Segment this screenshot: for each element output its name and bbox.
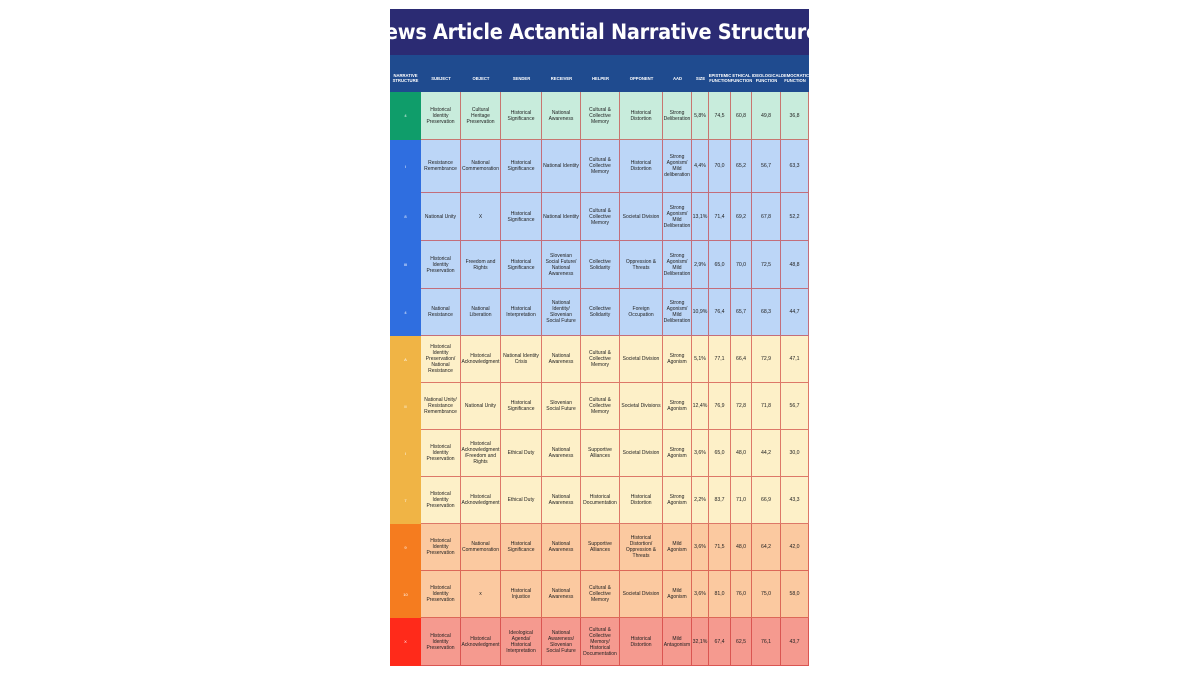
table-cell: National Commemoration bbox=[461, 524, 501, 571]
column-header: HELPER bbox=[592, 75, 609, 81]
table-cell: Historical Injustice bbox=[501, 571, 542, 618]
table-cell: Mild Agonism bbox=[663, 524, 692, 571]
narrative-structure-id: 7 bbox=[390, 477, 421, 524]
table-cell: 5,1% bbox=[692, 336, 709, 383]
table-cell: 58,0 bbox=[781, 571, 809, 618]
chart-title: News Article Actantial Narrative Structures bbox=[369, 20, 831, 44]
table-cell: 43,7 bbox=[781, 618, 809, 666]
table-cell: National Unity bbox=[461, 383, 501, 430]
table-cell: 76,0 bbox=[731, 571, 752, 618]
table-cell: Strong Agonism bbox=[663, 383, 692, 430]
table-cell: Historical Interpretation bbox=[501, 289, 542, 336]
column-header: DEMOCRATIC FUNCTION bbox=[780, 73, 810, 83]
table-cell: Cultural & Collective Memory bbox=[581, 571, 620, 618]
table-cell: Societal Division bbox=[620, 336, 663, 383]
table-cell: Cultural & Collective Memory bbox=[581, 140, 620, 193]
table-cell: Historical Documentation bbox=[581, 477, 620, 524]
table-cell: Collective Solidarity bbox=[581, 241, 620, 289]
table-row bbox=[390, 336, 809, 383]
table-cell: Oppression & Threats bbox=[620, 241, 663, 289]
table-cell: Historical Identity Preservation bbox=[421, 241, 461, 289]
column-header: NARRATIVE STRUCTURE bbox=[392, 73, 419, 83]
table-cell: Historical Acknowledgment /Freedom and Rights bbox=[461, 430, 501, 477]
table-cell: 48,0 bbox=[731, 524, 752, 571]
table-cell: National Awareness/ Slovenian Social Future bbox=[542, 618, 581, 666]
table-cell: 65,0 bbox=[709, 430, 731, 477]
table-cell: 67,8 bbox=[752, 193, 781, 241]
narrative-structure-id: 9 bbox=[390, 524, 421, 571]
table-cell: Freedom and Rights bbox=[461, 241, 501, 289]
column-header: SIZE bbox=[695, 75, 706, 81]
column-header: EPISTEMIC FUNCTION bbox=[708, 73, 732, 83]
table-cell: Ideological Agenda/ Historical Interpretation bbox=[501, 618, 542, 666]
table-cell: 48,0 bbox=[731, 430, 752, 477]
table-cell: 77,1 bbox=[709, 336, 731, 383]
table-cell: 44,7 bbox=[781, 289, 809, 336]
table-cell: Historical Identity Preservation/ National Resistance bbox=[421, 336, 461, 383]
table-cell: 65,0 bbox=[709, 241, 731, 289]
table-cell: Collective Solidarity bbox=[581, 289, 620, 336]
table-cell: 32,1% bbox=[692, 618, 709, 666]
table-cell: 42,0 bbox=[781, 524, 809, 571]
table-cell: 56,7 bbox=[781, 383, 809, 430]
table-cell: 71,5 bbox=[709, 524, 731, 571]
table-cell: Historical Significance bbox=[501, 140, 542, 193]
table-cell: 3,6% bbox=[692, 430, 709, 477]
narrative-structure-id: 8 bbox=[390, 193, 421, 241]
table-cell: 49,8 bbox=[752, 92, 781, 140]
table-cell: 43,3 bbox=[781, 477, 809, 524]
table-cell: Societal Divisions bbox=[620, 383, 663, 430]
column-header: ETHICAL FUNCTION bbox=[730, 73, 753, 83]
table-row bbox=[390, 571, 809, 618]
table-cell: 71,0 bbox=[731, 477, 752, 524]
table-figure bbox=[369, 9, 831, 666]
table-cell: 2,2% bbox=[692, 477, 709, 524]
table-cell: 68,3 bbox=[752, 289, 781, 336]
table-cell: 62,5 bbox=[731, 618, 752, 666]
table-cell: Cultural & Collective Memory/ Historical Documentation bbox=[581, 618, 620, 666]
narrative-structure-id: 4 bbox=[390, 92, 421, 140]
table-cell: National Awareness bbox=[542, 571, 581, 618]
narrative-structure-id: I bbox=[390, 430, 421, 477]
table-cell: National Identity/ Slovenian Social Future bbox=[542, 289, 581, 336]
table-row bbox=[390, 241, 809, 289]
table-cell: 2,9% bbox=[692, 241, 709, 289]
table-row bbox=[390, 618, 809, 666]
table-row bbox=[390, 524, 809, 571]
table-cell: National Awareness bbox=[542, 430, 581, 477]
table-cell: Slovenian Social Future/ National Awareness bbox=[542, 241, 581, 289]
table-row bbox=[390, 92, 809, 140]
table-cell: 3,6% bbox=[692, 571, 709, 618]
table-cell: 75,0 bbox=[752, 571, 781, 618]
table-cell: Cultural & Collective Memory bbox=[581, 92, 620, 140]
table-cell: 66,4 bbox=[731, 336, 752, 383]
table-row bbox=[390, 430, 809, 477]
table-cell: Historical Acknowledgment bbox=[461, 477, 501, 524]
table-cell: Historical Acknowledgment bbox=[461, 336, 501, 383]
table-cell: Strong Agonism/ Mild Deliberation bbox=[663, 193, 692, 241]
table-cell: Cultural & Collective Memory bbox=[581, 193, 620, 241]
table-cell: Historical Distortion bbox=[620, 477, 663, 524]
table-cell: Historical Significance bbox=[501, 241, 542, 289]
table-cell: 83,7 bbox=[709, 477, 731, 524]
table-cell: Ethical Duty bbox=[501, 430, 542, 477]
table-cell: National Awareness bbox=[542, 92, 581, 140]
table-cell: 72,9 bbox=[752, 336, 781, 383]
table-cell: 66,9 bbox=[752, 477, 781, 524]
table-row bbox=[390, 140, 809, 193]
table-cell: 72,5 bbox=[752, 241, 781, 289]
table-cell: Resistance Remembrance bbox=[421, 140, 461, 193]
table-cell: 4,4% bbox=[692, 140, 709, 193]
narrative-structure-id: 10 bbox=[390, 571, 421, 618]
table-cell: National Awareness bbox=[542, 336, 581, 383]
narrative-structure-id: 4 bbox=[390, 289, 421, 336]
column-header: OBJECT bbox=[472, 75, 490, 81]
table-cell: National Awareness bbox=[542, 477, 581, 524]
table-cell: National Unity bbox=[421, 193, 461, 241]
table-cell: 65,2 bbox=[731, 140, 752, 193]
table-cell: Strong Deliberation bbox=[663, 92, 692, 140]
table-cell: Strong Agonism bbox=[663, 477, 692, 524]
table-cell: Strong Agonism/ Mild deliberation bbox=[663, 140, 692, 193]
table-cell: 56,7 bbox=[752, 140, 781, 193]
table-cell: Mild Antagonism bbox=[663, 618, 692, 666]
table-cell: 67,4 bbox=[709, 618, 731, 666]
table-cell: National Liberation bbox=[461, 289, 501, 336]
table-cell: Strong Agonism bbox=[663, 336, 692, 383]
table-cell: 63,3 bbox=[781, 140, 809, 193]
table-row bbox=[390, 289, 809, 336]
narrative-structure-id: II bbox=[390, 383, 421, 430]
table-cell: 48,8 bbox=[781, 241, 809, 289]
title-bar bbox=[369, 9, 831, 55]
table-cell: 3,6% bbox=[692, 524, 709, 571]
table-cell: Slovenian Social Future bbox=[542, 383, 581, 430]
table-cell: Historical Significance bbox=[501, 524, 542, 571]
table-cell: National Resistance bbox=[421, 289, 461, 336]
table-cell: 69,2 bbox=[731, 193, 752, 241]
table-cell: 10,9% bbox=[692, 289, 709, 336]
table-cell: 65,7 bbox=[731, 289, 752, 336]
table-cell: Historical Distortion bbox=[620, 92, 663, 140]
table-cell: Historical Significance bbox=[501, 383, 542, 430]
table-cell: 44,2 bbox=[752, 430, 781, 477]
column-header: RECEIVER bbox=[550, 75, 573, 81]
table-row bbox=[390, 477, 809, 524]
table-cell: Societal Division bbox=[620, 430, 663, 477]
column-header: SUBJECT bbox=[431, 75, 451, 81]
table-cell: Historical Distortion bbox=[620, 618, 663, 666]
table-cell: National Unity/ Resistance Remembrance bbox=[421, 383, 461, 430]
table-cell: 74,5 bbox=[709, 92, 731, 140]
table-cell: National Identity bbox=[542, 140, 581, 193]
table-cell: Societal Division bbox=[620, 571, 663, 618]
table-cell: National Awareness bbox=[542, 524, 581, 571]
table-cell: Cultural Heritage Preservation bbox=[461, 92, 501, 140]
table-cell: Historical Identity Preservation bbox=[421, 524, 461, 571]
column-header: AAD bbox=[672, 75, 683, 81]
table-cell: 13,1% bbox=[692, 193, 709, 241]
table-cell: 36,8 bbox=[781, 92, 809, 140]
column-header: OPPONENT bbox=[629, 75, 654, 81]
table-cell: 81,0 bbox=[709, 571, 731, 618]
table-cell: Historical Distortion bbox=[620, 140, 663, 193]
table-cell: 71,8 bbox=[752, 383, 781, 430]
table-cell: 64,2 bbox=[752, 524, 781, 571]
column-header: SENDER bbox=[512, 75, 531, 81]
table-cell: 30,0 bbox=[781, 430, 809, 477]
table-cell: Historical Identity Preservation bbox=[421, 92, 461, 140]
table-cell: Cultural & Collective Memory bbox=[581, 383, 620, 430]
table-cell: x bbox=[461, 571, 501, 618]
table-cell: Historical Significance bbox=[501, 92, 542, 140]
column-header: IDEOLOGICAL FUNCTION bbox=[752, 73, 782, 83]
table-cell: Historical Identity Preservation bbox=[421, 618, 461, 666]
table-row bbox=[390, 193, 809, 241]
table-cell: 76,1 bbox=[752, 618, 781, 666]
table-cell: Supportive Alliances bbox=[581, 524, 620, 571]
table-cell: Historical Identity Preservation bbox=[421, 430, 461, 477]
table-cell: Historical Identity Preservation bbox=[421, 477, 461, 524]
table-cell: 12,4% bbox=[692, 383, 709, 430]
table-cell: 52,2 bbox=[781, 193, 809, 241]
table-cell: 76,9 bbox=[709, 383, 731, 430]
table-cell: Societal Division bbox=[620, 193, 663, 241]
table-cell: Supportive Alliances bbox=[581, 430, 620, 477]
table-cell: 5,8% bbox=[692, 92, 709, 140]
table-cell: Mild Agonism bbox=[663, 571, 692, 618]
table-cell: National Identity bbox=[542, 193, 581, 241]
table-cell: 70,0 bbox=[731, 241, 752, 289]
table-cell: Historical Significance bbox=[501, 193, 542, 241]
narrative-structure-id: X bbox=[390, 618, 421, 666]
table-cell: Strong Agonism/ Mild Deliberation bbox=[663, 241, 692, 289]
table-row bbox=[390, 383, 809, 430]
table-cell: 71,4 bbox=[709, 193, 731, 241]
table-cell: Historical Identity Preservation bbox=[421, 571, 461, 618]
narrative-structure-id: III bbox=[390, 241, 421, 289]
table-cell: 76,4 bbox=[709, 289, 731, 336]
table-cell: 72,8 bbox=[731, 383, 752, 430]
table-cell: Historical Distortion/ Oppression & Threats bbox=[620, 524, 663, 571]
table-cell: Strong Agonism bbox=[663, 430, 692, 477]
table-cell: Ethical Duty bbox=[501, 477, 542, 524]
table-cell: National Identity Crisis bbox=[501, 336, 542, 383]
table-cell: 47,1 bbox=[781, 336, 809, 383]
narrative-structure-id: I bbox=[390, 140, 421, 193]
table-cell: Strong Agonism/ Mild Deliberation bbox=[663, 289, 692, 336]
table-cell: 60,8 bbox=[731, 92, 752, 140]
table-cell: Historical Acknowledgment bbox=[461, 618, 501, 666]
table-cell: Cultural & Collective Memory bbox=[581, 336, 620, 383]
narrative-structure-id: A bbox=[390, 336, 421, 383]
table-cell: Foreign Occupation bbox=[620, 289, 663, 336]
table-cell: X bbox=[461, 193, 501, 241]
table-cell: National Commemoration bbox=[461, 140, 501, 193]
table-cell: 70,0 bbox=[709, 140, 731, 193]
